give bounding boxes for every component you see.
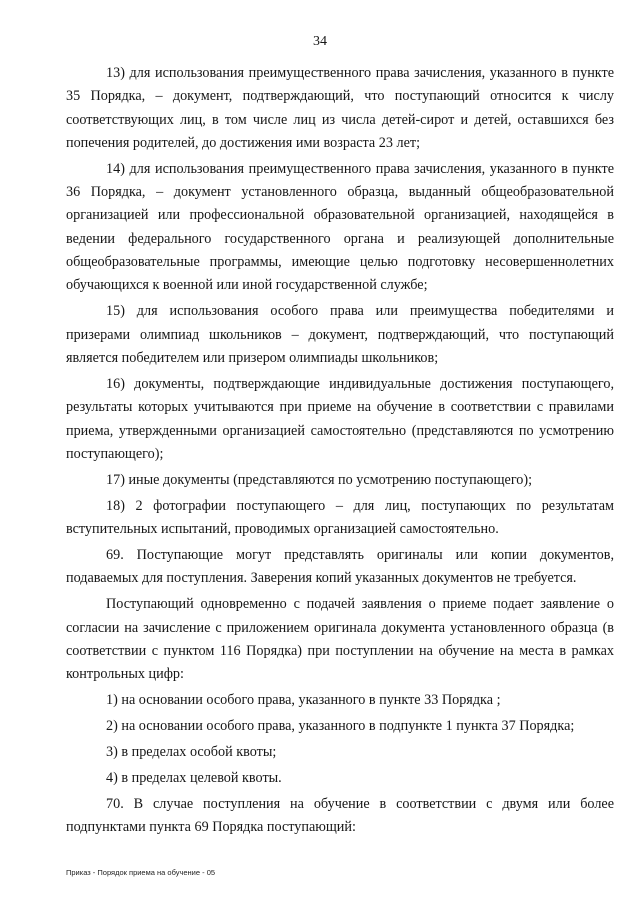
paragraph-clause-69: 69. Поступающие могут представлять оригиналы или копии документов, подаваемых для поступления. Заверения копий указанных документов не требуется. bbox=[66, 547, 614, 587]
paragraph-consent: Поступающий одновременно с подачей заявления о приеме подает заявление о согласии на зачисление с приложением оригинала документа установленного образца (в соответствии с пунктом 116 Порядка) при поступлении на обучение на места в рамках контрольных цифр: bbox=[66, 596, 614, 683]
footer-text: Приказ - Порядок приема на обучение - 05 bbox=[66, 868, 216, 877]
list-item: 1) на основании особого права, указанного в пункте 33 Порядка ; bbox=[106, 692, 501, 709]
paragraph-item-18: 18) 2 фотографии поступающего – для лиц, поступающих по результатам вступительных испытаний, проводимых организацией самостоятельно. bbox=[66, 497, 614, 538]
paragraph-item-13: 13) для использования преимущественного права зачисления, указанного в пункте 35 Порядка, – документ, подтверждающий, что поступающий относится к числу соответствующих лиц, в том числе лиц из числа детей-сирот и детей, оставшихся без попечения родителей, до достижения ими возраста 23 лет; bbox=[66, 65, 614, 151]
paragraph-clause-70: 70. В случае поступления на обучение в соответствии с двумя или более подпунктами пункта 69 Порядка поступающий: bbox=[66, 796, 614, 836]
list-item: 4) в пределах целевой квоты. bbox=[106, 770, 282, 787]
page-number: 34 bbox=[313, 34, 327, 49]
paragraph-item-14: 14) для использования преимущественного права зачисления, указанного в пункте 36 Порядка, – документ установленного образца, выданный общеобразовательной организацией или профессиональной образовательной организацией, находящейся в ведении федерального государственного органа и реализующей дополнительные общеобразовательные программы, имеющие целью подготовку несовершеннолетних обучающихся к военной или иной государственной службе; bbox=[66, 160, 614, 294]
paragraph-item-15: 15) для использования особого права или преимущества победителями и призерами олимпиад школьников – документ, подтверждающий, что поступающий является победителем или призером олимпиады школьников; bbox=[66, 303, 614, 366]
list-item: 3) в пределах особой квоты; bbox=[106, 744, 277, 761]
paragraph-item-17: 17) иные документы (представляются по усмотрению поступающего); bbox=[106, 471, 533, 488]
list-item: 2) на основании особого права, указанного в подпункте 1 пункта 37 Порядка; bbox=[106, 718, 575, 735]
document-body bbox=[66, 62, 614, 842]
paragraph-item-16: 16) документы, подтверждающие индивидуальные достижения поступающего, результаты которых учитываются при приеме на обучение в соответствии с правилами приема, утвержденными организацией самостоятельно (представляются по усмотрению поступающего); bbox=[66, 375, 614, 462]
